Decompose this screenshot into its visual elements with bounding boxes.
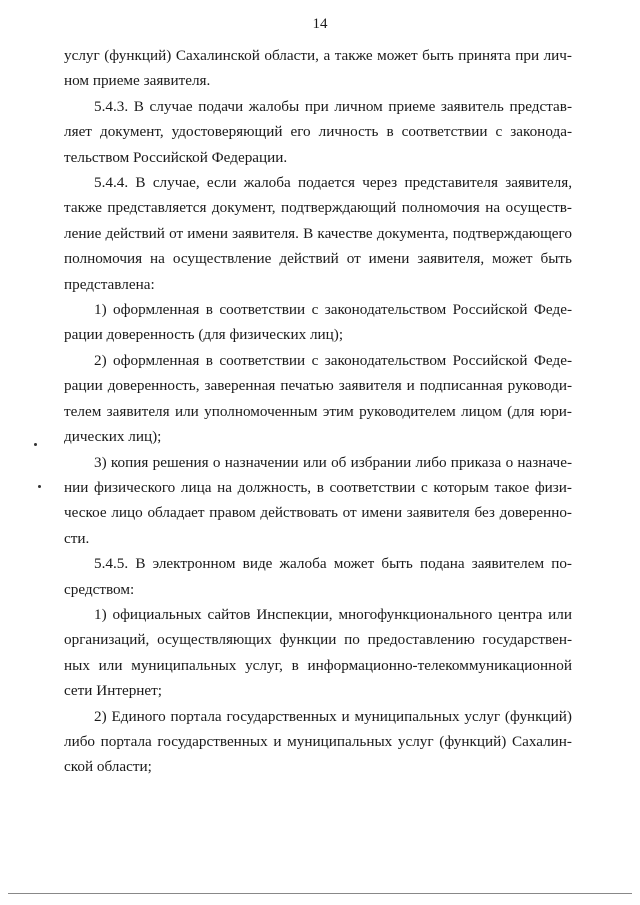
text-line: ской области;: [64, 758, 152, 776]
scan-edge-line: [8, 893, 632, 894]
page-number: 14: [312, 16, 328, 32]
text-line: ческое лицо обладает правом действовать от имени заявителя без доверенно-: [64, 504, 572, 522]
text-line: ном приеме заявителя.: [64, 72, 211, 90]
text-line: полномочия на осуществление действий от имени заявителя, может быть: [64, 250, 572, 268]
text-line: нии физического лица на должность, в соответствии с которым такое физи-: [64, 478, 572, 496]
text-line: организаций, осуществляющих функции по предоставлению государствен-: [64, 631, 572, 649]
text-line: представлена:: [64, 275, 155, 293]
text-line: ление действий от имени заявителя. В качестве документа, подтверждающего: [64, 224, 572, 242]
text-line: телем заявителя или уполномоченным этим руководителем лицом (для юри-: [64, 402, 572, 420]
text-line: 5.4.5. В электронном виде жалоба может быть подана заявителем по-: [94, 555, 572, 573]
document-body: [64, 43, 572, 780]
scan-speck: [38, 485, 41, 488]
list-item-2-unified-portal: [64, 704, 572, 780]
scan-speck: [34, 443, 37, 446]
text-line: либо портала государственных и муниципальных услуг (функций) Сахалин-: [64, 732, 572, 750]
text-line: 2) Единого портала государственных и муниципальных услуг (функций): [94, 707, 572, 725]
text-line: рации доверенность, заверенная печатью заявителя и подписанная руководи-: [64, 377, 572, 395]
list-item-3-decision-copy: [64, 450, 572, 552]
paragraph-5-4-3: [64, 94, 572, 170]
text-line: услуг (функций) Сахалинской области, а также может быть принята при лич-: [64, 47, 572, 64]
text-line: также представляется документ, подтверждающий полномочия на осуществ-: [64, 199, 572, 217]
paragraph-5-4-4: [64, 170, 572, 297]
text-line: ных или муниципальных услуг, в информационно-телекоммуникационной: [64, 656, 572, 674]
text-line: сети Интернет;: [64, 682, 163, 700]
text-line: сти.: [64, 529, 90, 547]
text-line: тельством Российской Федерации.: [64, 148, 288, 166]
list-item-1-individuals: [64, 297, 572, 348]
text-line: 2) оформленная в соответствии с законодательством Российской Феде-: [94, 351, 572, 369]
text-line: средством:: [64, 580, 135, 598]
paragraph-continuation: [64, 43, 572, 94]
text-line: 1) официальных сайтов Инспекции, многофункционального центра или: [94, 605, 572, 623]
text-line: рации доверенность (для физических лиц);: [64, 326, 344, 344]
text-line: 3) копия решения о назначении или об избрании либо приказа о назначе-: [94, 453, 572, 471]
text-line: 5.4.4. В случае, если жалоба подается через представителя заявителя,: [94, 174, 572, 192]
text-line: 1) оформленная в соответствии с законодательством Российской Феде-: [94, 301, 572, 319]
list-item-1-official-sites: [64, 602, 572, 704]
list-item-2-legal-entities: [64, 348, 572, 450]
text-line: дических лиц);: [64, 428, 162, 446]
paragraph-5-4-5: [64, 551, 572, 602]
text-line: ляет документ, удостоверяющий его личность в соответствии с законода-: [64, 123, 572, 141]
text-line: 5.4.3. В случае подачи жалобы при личном приеме заявитель представ-: [94, 97, 572, 115]
